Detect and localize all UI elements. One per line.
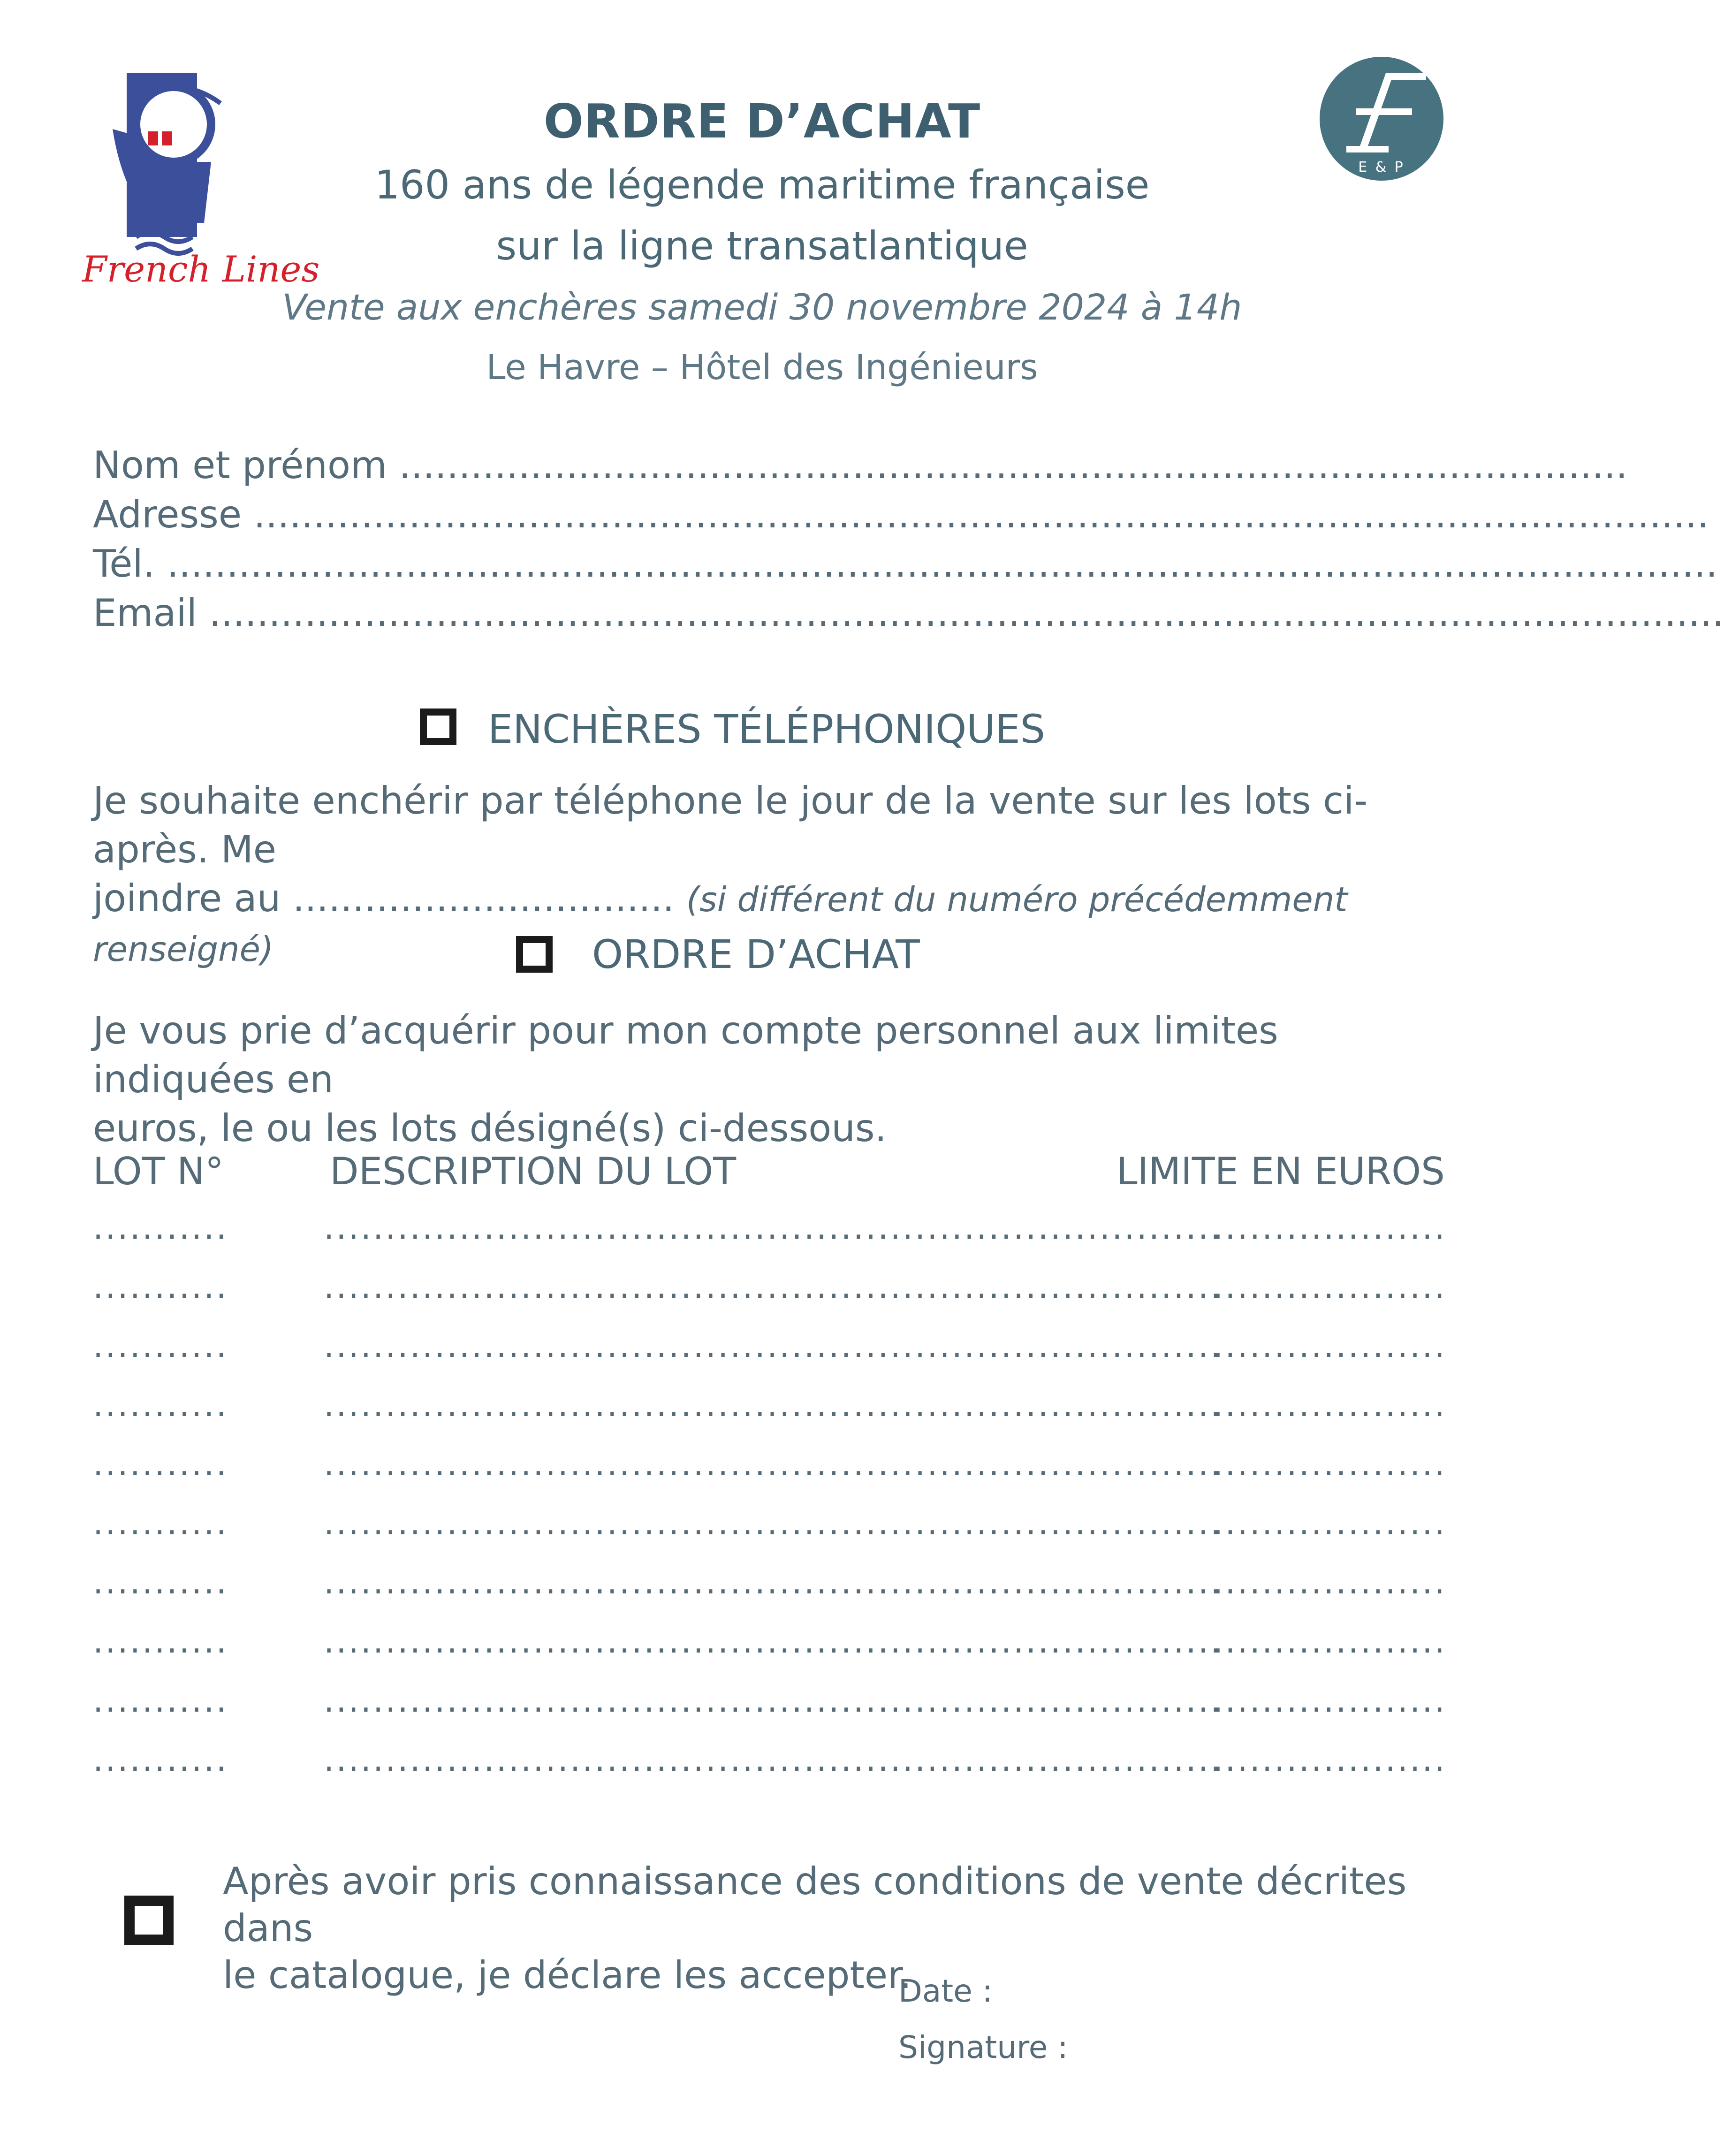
subtitle-line-1: 160 ans de légende maritime française <box>374 162 1150 208</box>
lot-limit-field[interactable]: ................... <box>1213 1563 1447 1601</box>
purchase-order-line-2: euros, le ou les lots désigné(s) ci-dessous. <box>93 1106 887 1150</box>
lot-number-field[interactable]: ........... <box>93 1386 228 1424</box>
phone-number-field[interactable]: joindre au ................................ <box>93 876 675 920</box>
lot-description-field[interactable]: ......................................................................... <box>324 1326 1223 1365</box>
lot-description-field[interactable]: ......................................................................... <box>324 1681 1223 1720</box>
logo-brand-text: French Lines <box>82 248 320 290</box>
phone-bidding-line-1: Je souhaite enchérir par téléphone le jour de la vente sur les lots ci-après. Me <box>93 779 1368 871</box>
lot-number-field[interactable]: ........... <box>93 1681 228 1720</box>
lot-limit-field[interactable]: ................... <box>1213 1445 1447 1483</box>
lot-number-field[interactable]: ........... <box>93 1445 228 1483</box>
acceptance-line-1: Après avoir pris connaissance des conditions de vente décrites dans <box>223 1859 1407 1950</box>
lot-description-field[interactable]: ......................................................................... <box>324 1267 1223 1306</box>
lot-number-field[interactable]: ........... <box>93 1563 228 1601</box>
col-header-limit: LIMITE EN EUROS <box>1116 1150 1445 1193</box>
lot-number-field[interactable]: ........... <box>93 1504 228 1542</box>
lot-number-field[interactable]: ........... <box>93 1622 228 1661</box>
lot-description-field[interactable]: ......................................................................... <box>324 1563 1223 1601</box>
acceptance-line-2: le catalogue, je déclare les accepter. <box>223 1953 912 1997</box>
lot-number-field[interactable]: ........... <box>93 1267 228 1306</box>
lot-number-field[interactable]: ........... <box>93 1326 228 1365</box>
lot-number-field[interactable]: ........... <box>93 1740 228 1779</box>
phone-bidding-title: ENCHÈRES TÉLÉPHONIQUES <box>488 706 1046 752</box>
phone-bidding-checkbox[interactable] <box>420 709 456 745</box>
lot-limit-field[interactable]: ................... <box>1213 1267 1447 1306</box>
lot-limit-field[interactable]: ................... <box>1213 1681 1447 1720</box>
subtitle-line-2: sur la ligne transatlantique <box>496 223 1028 269</box>
lot-description-field[interactable]: ......................................................................... <box>324 1740 1223 1779</box>
lot-description-field[interactable]: ......................................................................... <box>324 1504 1223 1542</box>
date-label: Date : <box>898 1973 993 2009</box>
purchase-order-text <box>93 1006 1453 1153</box>
col-header-description: DESCRIPTION DU LOT <box>330 1150 737 1193</box>
lot-limit-field[interactable]: ................... <box>1213 1386 1447 1424</box>
accept-conditions-checkbox[interactable] <box>124 1896 174 1945</box>
signature-label: Signature : <box>898 2029 1068 2065</box>
purchase-order-title: ORDRE D’ACHAT <box>592 931 920 977</box>
lot-limit-field[interactable]: ................... <box>1213 1622 1447 1661</box>
lot-limit-field[interactable]: ................... <box>1213 1740 1447 1779</box>
page-title: ORDRE D’ACHAT <box>543 94 981 149</box>
purchase-order-line-1: Je vous prie d’acquérir pour mon compte personnel aux limites indiquées en <box>93 1009 1278 1101</box>
purchase-order-checkbox[interactable] <box>516 936 553 973</box>
name-field[interactable]: Nom et prénom ....................................................................................................... <box>93 443 1628 487</box>
phone-field[interactable]: Tél. .................................................................................................................................. <box>93 542 1718 586</box>
col-header-lot: LOT N° <box>93 1150 224 1193</box>
lot-limit-field[interactable]: ................... <box>1213 1326 1447 1365</box>
lot-number-field[interactable]: ........... <box>93 1208 228 1247</box>
lot-limit-field[interactable]: ................... <box>1213 1208 1447 1247</box>
address-field[interactable]: Adresse .......................................................................................................................... <box>93 493 1709 536</box>
sale-datetime: Vente aux enchères samedi 30 novembre 2024 à 14h <box>282 286 1242 328</box>
acceptance-text <box>223 1858 1424 1999</box>
lot-description-field[interactable]: ......................................................................... <box>324 1622 1223 1661</box>
venue: Le Havre – Hôtel des Ingénieurs <box>486 347 1038 388</box>
lot-description-field[interactable]: ......................................................................... <box>324 1386 1223 1424</box>
lot-description-field[interactable]: ......................................................................... <box>324 1445 1223 1483</box>
phone-note: (si différent du numéro précédemment renseigné) <box>93 880 1348 969</box>
lot-limit-field[interactable]: ................... <box>1213 1504 1447 1542</box>
logo-initials: E & P <box>1358 159 1405 175</box>
email-field[interactable]: Email ............................................................................................................................... <box>93 591 1724 635</box>
lot-description-field[interactable]: ......................................................................... <box>324 1208 1223 1247</box>
